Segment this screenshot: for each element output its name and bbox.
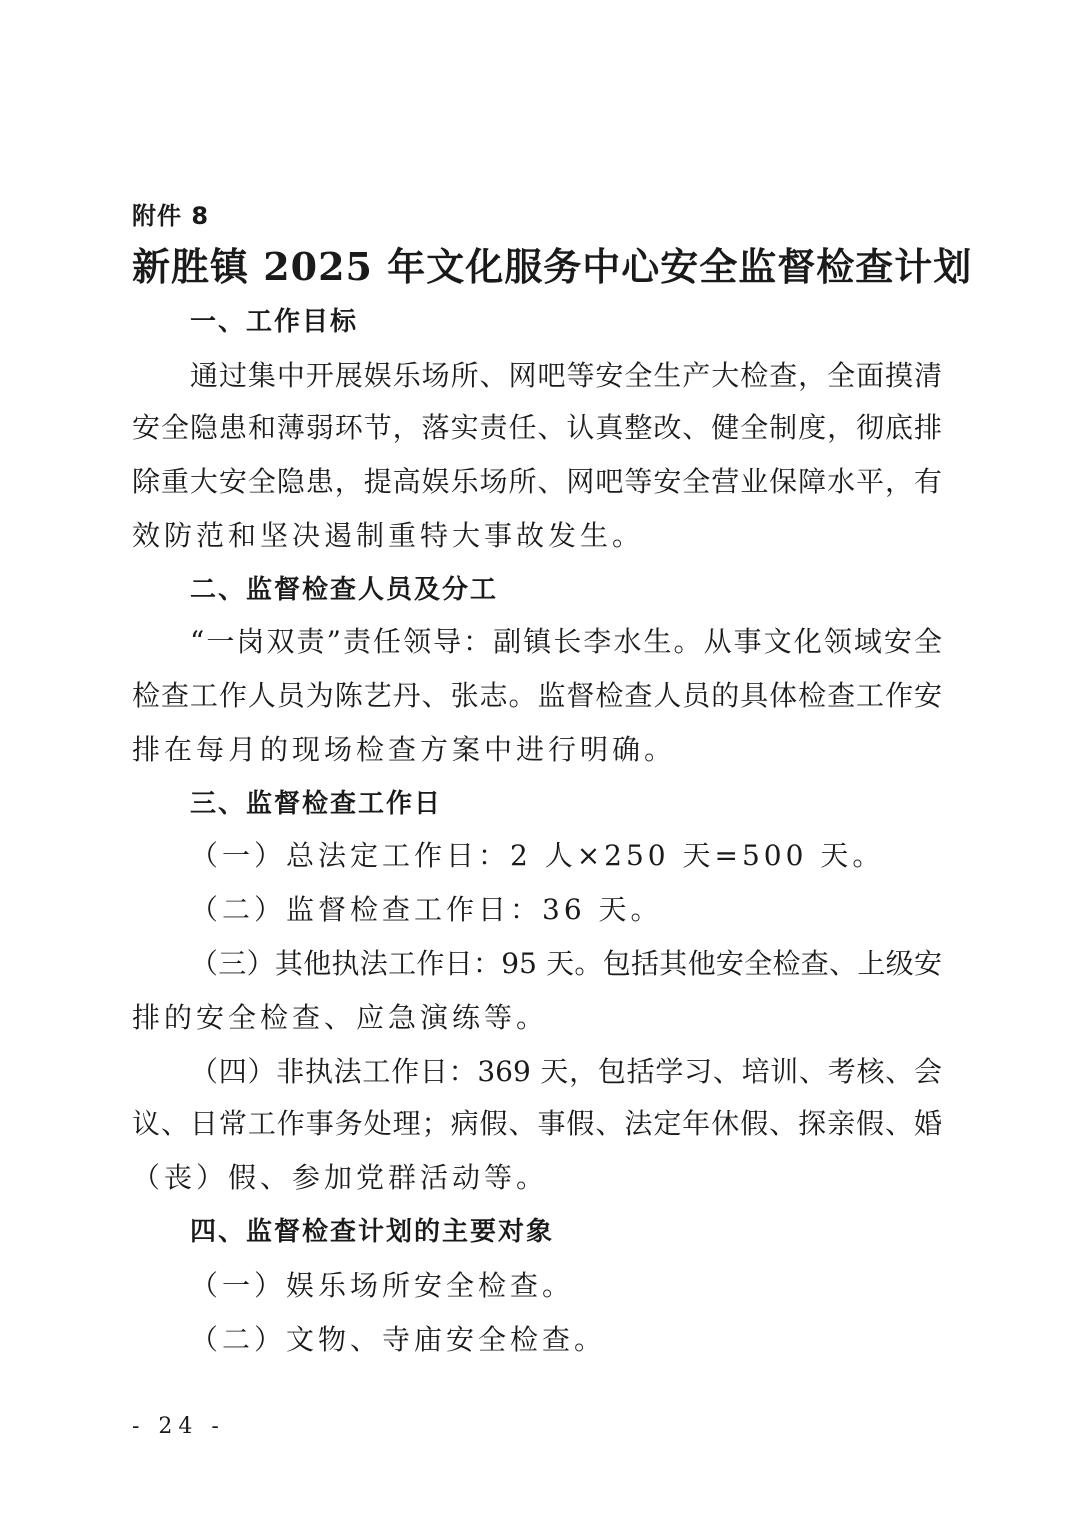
list-item: （四）非执法工作日：369 天，包括学习、培训、考核、会 [190,1055,942,1088]
list-item: （一）娱乐场所安全检查。 [190,1269,575,1302]
paragraph-line: “一岗双责”责任领导：副镇长李水生。从事文化领域安全 [190,625,942,658]
section-heading-targets: 四、监督检查计划的主要对象 [190,1217,555,1247]
list-item: （一）总法定工作日：2 人×250 天=500 天。 [190,839,885,872]
paragraph-line: 排在每月的现场检查方案中进行明确。 [132,733,677,766]
section-heading-goals: 一、工作目标 [190,307,359,337]
list-item: （三）其他执法工作日：95 天。包括其他安全检查、上级安 [190,947,942,980]
document-title: 新胜镇 2025 年文化服务中心安全监督检查计划 [132,244,973,289]
list-item-continuation: 议、日常工作事务处理；病假、事假、法定年休假、探亲假、婚 [132,1107,942,1140]
list-item-continuation: （丧）假、参加党群活动等。 [132,1161,549,1194]
list-item: （二）监督检查工作日：36 天。 [190,893,663,926]
attachment-label: 附件 8 [132,202,210,230]
list-item: （二）文物、寺庙安全检查。 [190,1323,607,1356]
section-heading-staff: 二、监督检查人员及分工 [190,575,499,605]
page-number: - 24 - [132,1414,225,1439]
list-item-continuation: 排的安全检查、应急演练等。 [132,1001,549,1034]
paragraph-line: 效防范和坚决遏制重特大事故发生。 [132,519,645,552]
paragraph-line: 除重大安全隐患，提高娱乐场所、网吧等安全营业保障水平，有 [132,465,942,498]
paragraph-line: 安全隐患和薄弱环节，落实责任、认真整改、健全制度，彻底排 [132,411,942,444]
section-heading-workdays: 三、监督检查工作日 [190,789,443,819]
paragraph-line: 检查工作人员为陈艺丹、张志。监督检查人员的具体检查工作安 [132,679,942,712]
paragraph-line: 通过集中开展娱乐场所、网吧等安全生产大检查，全面摸清 [190,359,942,392]
